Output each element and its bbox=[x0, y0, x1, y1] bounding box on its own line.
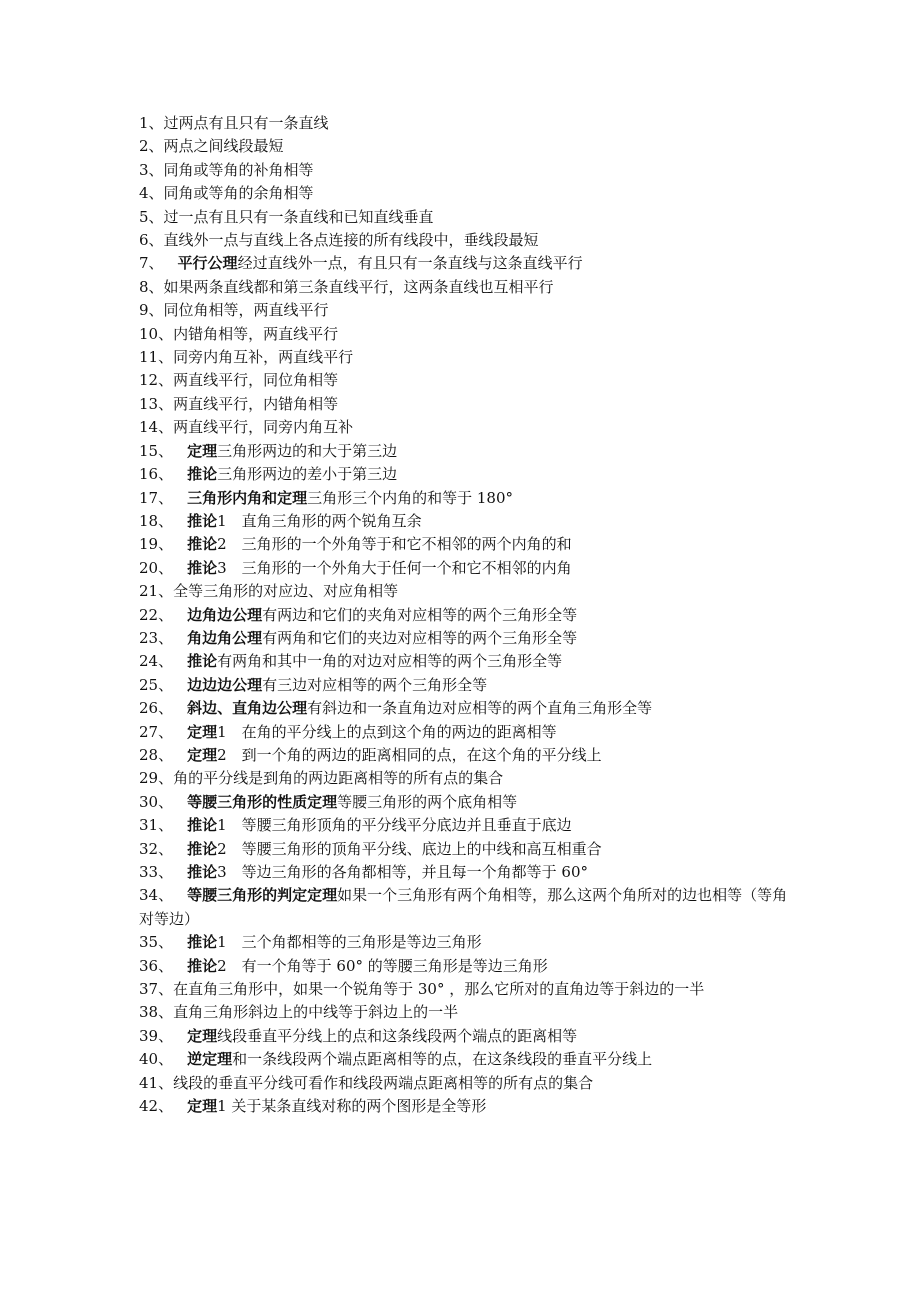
item-number: 25、 bbox=[139, 675, 174, 694]
theorem-item bbox=[139, 1095, 789, 1118]
item-term: 推论 bbox=[187, 465, 218, 484]
item-text: 等腰三角形的两个底角相等 bbox=[337, 792, 518, 811]
item-text: 1 直角三角形的两个锐角互余 bbox=[217, 511, 422, 530]
theorem-item bbox=[139, 463, 789, 486]
theorem-item bbox=[139, 814, 789, 837]
item-number: 5、 bbox=[139, 207, 164, 226]
item-number: 29、 bbox=[139, 769, 174, 788]
item-number: 37、 bbox=[139, 980, 174, 999]
item-text: 角的平分线是到角的两边距离相等的所有点的集合 bbox=[173, 769, 504, 788]
item-number: 6、 bbox=[139, 231, 164, 250]
item-number: 1、 bbox=[139, 114, 164, 132]
theorem-item bbox=[139, 182, 789, 205]
item-text: 内错角相等，两直线平行 bbox=[173, 324, 339, 343]
item-text: 如果一个三角形有两个角相等，那么这两个角所对的边也相等（等角对等边） bbox=[139, 886, 788, 928]
item-text: 过一点有且只有一条直线和已知直线垂直 bbox=[163, 207, 434, 226]
item-text: 三角形两边的和大于第三边 bbox=[217, 441, 398, 460]
theorem-item bbox=[139, 112, 789, 135]
item-text: 同旁内角互补，两直线平行 bbox=[173, 348, 354, 367]
item-term: 等腰三角形的判定定理 bbox=[187, 886, 338, 905]
item-term: 角边角公理 bbox=[187, 628, 263, 647]
item-number: 20、 bbox=[139, 558, 174, 577]
item-term: 定理 bbox=[187, 745, 218, 764]
theorem-item bbox=[139, 1048, 789, 1071]
theorem-item bbox=[139, 767, 789, 790]
item-text: 3 等边三角形的各角都相等，并且每一个角都等于 60° bbox=[217, 863, 589, 881]
item-term: 斜边、直角边公理 bbox=[187, 699, 308, 718]
theorem-item bbox=[139, 861, 789, 884]
item-number: 39、 bbox=[139, 1026, 174, 1045]
item-number: 38、 bbox=[139, 1003, 174, 1022]
theorem-item bbox=[139, 744, 789, 767]
theorem-item bbox=[139, 346, 789, 369]
item-number: 36、 bbox=[139, 956, 174, 975]
theorem-item bbox=[139, 159, 789, 182]
item-text: 经过直线外一点，有且只有一条直线与这条直线平行 bbox=[237, 254, 583, 273]
theorem-item bbox=[139, 697, 789, 720]
item-term: 推论 bbox=[187, 816, 218, 835]
item-number: 34、 bbox=[139, 886, 174, 905]
item-number: 31、 bbox=[139, 816, 174, 835]
item-number: 14、 bbox=[139, 418, 174, 437]
item-number: 2、 bbox=[139, 137, 164, 156]
theorem-item bbox=[139, 650, 789, 673]
item-term: 定理 bbox=[187, 1026, 218, 1045]
item-term: 推论 bbox=[187, 558, 218, 577]
item-number: 16、 bbox=[139, 465, 174, 484]
theorem-item bbox=[139, 135, 789, 158]
theorem-item bbox=[139, 229, 789, 252]
item-text: 直角三角形斜边上的中线等于斜边上的一半 bbox=[173, 1003, 459, 1022]
item-number: 33、 bbox=[139, 863, 174, 881]
item-term: 平行公理 bbox=[177, 254, 238, 273]
item-text: 有两角和其中一角的对边对应相等的两个三角形全等 bbox=[217, 652, 563, 671]
item-text: 和一条线段两个端点距离相等的点，在这条线段的垂直平分线上 bbox=[232, 1050, 653, 1069]
theorem-item bbox=[139, 580, 789, 603]
theorem-item bbox=[139, 369, 789, 392]
theorem-item bbox=[139, 604, 789, 627]
item-number: 7、 bbox=[139, 254, 164, 273]
item-term: 定理 bbox=[187, 722, 218, 741]
item-term: 边角边公理 bbox=[187, 605, 263, 624]
item-text: 两直线平行，内错角相等 bbox=[173, 394, 339, 413]
theorem-item bbox=[139, 276, 789, 299]
item-term: 推论 bbox=[187, 863, 218, 881]
item-number: 42、 bbox=[139, 1097, 174, 1116]
item-text: 同角或等角的补角相等 bbox=[163, 160, 314, 179]
item-term: 推论 bbox=[187, 511, 218, 530]
item-term: 边边边公理 bbox=[187, 675, 263, 694]
theorem-item bbox=[139, 440, 789, 463]
item-text: 全等三角形的对应边、对应角相等 bbox=[173, 582, 399, 601]
theorem-item bbox=[139, 416, 789, 439]
item-term: 定理 bbox=[187, 1097, 218, 1116]
item-term: 等腰三角形的性质定理 bbox=[187, 792, 338, 811]
item-term: 定理 bbox=[187, 441, 218, 460]
item-number: 28、 bbox=[139, 745, 174, 764]
item-number: 24、 bbox=[139, 652, 174, 671]
theorem-item bbox=[139, 299, 789, 322]
item-number: 40、 bbox=[139, 1050, 174, 1069]
theorem-item bbox=[139, 1072, 789, 1095]
item-text: 2 等腰三角形的顶角平分线、底边上的中线和高互相重合 bbox=[217, 839, 602, 858]
theorem-item bbox=[139, 393, 789, 416]
item-text: 1 等腰三角形顶角的平分线平分底边并且垂直于底边 bbox=[217, 816, 572, 835]
item-term: 三角形内角和定理 bbox=[187, 488, 308, 507]
item-number: 3、 bbox=[139, 160, 164, 179]
item-text: 线段的垂直平分线可看作和线段两端点距离相等的所有点的集合 bbox=[173, 1073, 594, 1092]
item-text: 2 有一个角等于 60° 的等腰三角形是等边三角形 bbox=[217, 956, 548, 975]
item-text: 直线外一点与直线上各点连接的所有线段中，垂线段最短 bbox=[163, 231, 539, 250]
item-number: 13、 bbox=[139, 394, 174, 413]
item-number: 4、 bbox=[139, 184, 164, 203]
item-text: 有两角和它们的夹边对应相等的两个三角形全等 bbox=[262, 628, 578, 647]
item-number: 23、 bbox=[139, 628, 174, 647]
item-number: 32、 bbox=[139, 839, 174, 858]
theorem-item bbox=[139, 791, 789, 814]
item-text: 两直线平行，同旁内角互补 bbox=[173, 418, 354, 437]
item-number: 21、 bbox=[139, 582, 174, 601]
theorem-item bbox=[139, 1001, 789, 1024]
theorem-item bbox=[139, 721, 789, 744]
item-term: 推论 bbox=[187, 652, 218, 671]
item-text: 如果两条直线都和第三条直线平行，这两条直线也互相平行 bbox=[163, 277, 554, 296]
theorem-item bbox=[139, 206, 789, 229]
theorem-item bbox=[139, 955, 789, 978]
theorem-item bbox=[139, 487, 789, 510]
item-text: 过两点有且只有一条直线 bbox=[163, 114, 329, 132]
item-text: 三角形两边的差小于第三边 bbox=[217, 465, 398, 484]
theorem-item bbox=[139, 931, 789, 954]
theorem-item bbox=[139, 1025, 789, 1048]
theorem-item bbox=[139, 252, 789, 275]
item-number: 26、 bbox=[139, 699, 174, 718]
item-number: 8、 bbox=[139, 277, 164, 296]
item-term: 推论 bbox=[187, 956, 218, 975]
item-number: 22、 bbox=[139, 605, 174, 624]
item-text: 两点之间线段最短 bbox=[163, 137, 284, 156]
item-number: 41、 bbox=[139, 1073, 174, 1092]
theorem-item bbox=[139, 533, 789, 556]
theorem-item bbox=[139, 627, 789, 650]
item-text: 在直角三角形中，如果一个锐角等于 30° ，那么它所对的直角边等于斜边的一半 bbox=[173, 980, 705, 999]
item-text: 1 三个角都相等的三角形是等边三角形 bbox=[217, 933, 482, 952]
item-text: 同位角相等，两直线平行 bbox=[163, 301, 329, 320]
item-number: 9、 bbox=[139, 301, 164, 320]
item-text: 3 三角形的一个外角大于任何一个和它不相邻的内角 bbox=[217, 558, 572, 577]
item-number: 19、 bbox=[139, 535, 174, 554]
item-number: 15、 bbox=[139, 441, 174, 460]
item-text: 2 三角形的一个外角等于和它不相邻的两个内角的和 bbox=[217, 535, 572, 554]
item-text: 有两边和它们的夹角对应相等的两个三角形全等 bbox=[262, 605, 578, 624]
item-number: 17、 bbox=[139, 488, 174, 507]
theorem-item bbox=[139, 978, 789, 1001]
item-text: 有斜边和一条直角边对应相等的两个直角三角形全等 bbox=[307, 699, 653, 718]
theorem-list bbox=[139, 112, 789, 1118]
theorem-item bbox=[139, 838, 789, 861]
item-number: 12、 bbox=[139, 371, 174, 390]
theorem-item bbox=[139, 884, 789, 931]
theorem-item bbox=[139, 510, 789, 533]
item-number: 30、 bbox=[139, 792, 174, 811]
item-number: 10、 bbox=[139, 324, 174, 343]
item-term: 推论 bbox=[187, 535, 218, 554]
theorem-item bbox=[139, 557, 789, 580]
item-text: 三角形三个内角的和等于 180° bbox=[307, 488, 514, 507]
item-text: 2 到一个角的两边的距离相同的点，在这个角的平分线上 bbox=[217, 745, 602, 764]
item-term: 推论 bbox=[187, 839, 218, 858]
item-text: 有三边对应相等的两个三角形全等 bbox=[262, 675, 488, 694]
theorem-item bbox=[139, 674, 789, 697]
item-number: 35、 bbox=[139, 933, 174, 952]
item-number: 27、 bbox=[139, 722, 174, 741]
item-text: 1 关于某条直线对称的两个图形是全等形 bbox=[217, 1097, 487, 1116]
item-number: 11、 bbox=[139, 348, 174, 367]
item-text: 两直线平行，同位角相等 bbox=[173, 371, 339, 390]
item-number: 18、 bbox=[139, 511, 174, 530]
item-term: 推论 bbox=[187, 933, 218, 952]
item-text: 同角或等角的余角相等 bbox=[163, 184, 314, 203]
item-text: 线段垂直平分线上的点和这条线段两个端点的距离相等 bbox=[217, 1026, 578, 1045]
item-term: 逆定理 bbox=[187, 1050, 233, 1069]
item-text: 1 在角的平分线上的点到这个角的两边的距离相等 bbox=[217, 722, 557, 741]
theorem-item bbox=[139, 323, 789, 346]
